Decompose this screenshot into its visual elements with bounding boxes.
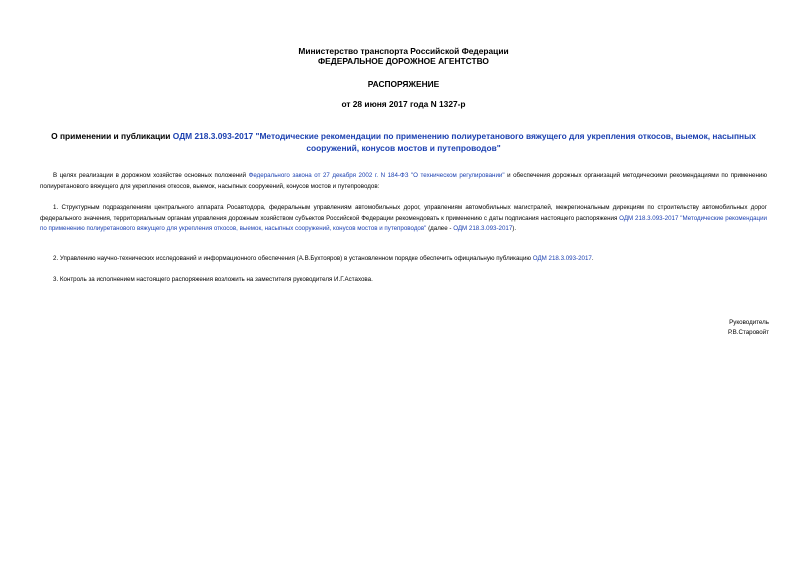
signature-name: Р.В.Старовойт [727,329,769,336]
item-2-paragraph [40,254,767,265]
item-1-text-1: 1. Структурным подразделениям центрального аппарата Росавтодора, федеральным управлениям автомобильных дорог, управлениям автомобильных магистралей, межрегиональным дирекциям по строительству автомобильных дорог федерального значения, территориальным органам управления дорожным хозяйством субъектов Российской Федерации рекомендовать к применению с даты подписания настоящего распоряжения [40,204,767,222]
federal-law-link[interactable]: Федерального закона от 27 декабря 2002 г. N 184-ФЗ "О техническом регулировании" [248,172,505,179]
signature-position: Руководитель [729,319,769,326]
preamble-text-2: и обеспечения дорожных организаций методическими рекомендациями по применению полиуретанового вяжущего для укрепления откосов, выемок, насыпных сооружений, конусов мостов и путепроводов: [40,172,767,190]
document-title [40,130,767,154]
preamble-paragraph [40,171,767,192]
item-2-text-2: . [591,255,594,262]
title-prefix: О применении и публикации [51,131,173,141]
item-1-text-2: (далее - [426,225,454,232]
item-2-odm-link[interactable]: ОДМ 218.3.093-2017 [532,255,592,262]
document-type: РАСПОРЯЖЕНИЕ [367,79,440,89]
ministry-name: Министерство транспорта Российской Федерации [298,46,509,56]
item-3-text-1: 3. Контроль за исполнением настоящего распоряжения возложить на заместителя руководителя И.Г.Астахова. [53,276,373,283]
item-3-paragraph [40,275,767,286]
title-odm-link[interactable]: ОДМ 218.3.093-2017 "Методические рекомендации по применению полиуретанового вяжущего для укрепления откосов, выемок, насыпных сооружений, конусов мостов и путепроводов" [172,131,756,153]
item-2-text-1: 2. Управлению научно-технических исследований и информационного обеспечения (А.В.Бухтояров) в установленном порядке обеспечить официальную публикацию [53,255,533,262]
agency-name: ФЕДЕРАЛЬНОЕ ДОРОЖНОЕ АГЕНТСТВО [318,56,489,66]
item-1-odm-short-link[interactable]: ОДМ 218.3.093-2017 [453,225,513,232]
document-date-number: от 28 июня 2017 года N 1327-р [341,99,466,109]
preamble-text-1: В целях реализации в дорожном хозяйстве основных положений [53,172,249,179]
item-1-odm-full-link[interactable]: ОДМ 218.3.093-2017 "Методические рекомендации по применению полиуретанового вяжущего для укрепления откосов, выемок, насыпных сооружений, конусов мостов и путепроводов" [40,214,768,232]
item-1-text-3: ). [512,225,517,232]
item-1-paragraph [40,203,767,235]
